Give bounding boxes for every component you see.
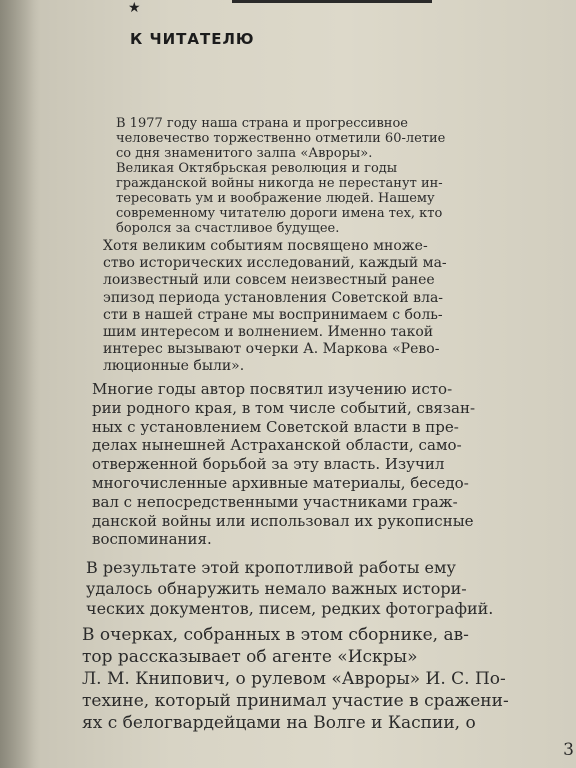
paragraph-2 bbox=[103, 238, 447, 376]
text-line: рии родного края, в том числе событий, связан- bbox=[92, 398, 476, 417]
text-line: ство исторических исследований, каждый ма- bbox=[103, 255, 447, 272]
paragraph-4 bbox=[86, 558, 493, 620]
text-line: лоизвестный или совсем неизвестный ранее bbox=[103, 272, 435, 289]
text-line: тересовать ум и воображение людей. Нашему bbox=[116, 191, 435, 206]
text-line: воспоминания. bbox=[92, 530, 212, 549]
paragraph-1 bbox=[116, 116, 445, 236]
text-line: ях с белогвардейцами на Волге и Каспии, о bbox=[82, 713, 476, 733]
page-gutter-shadow bbox=[0, 0, 40, 768]
page-number: 3 bbox=[563, 740, 574, 760]
text-line: Великая Октябрьская революция и годы bbox=[116, 161, 398, 176]
text-line: современному читателю дороги имена тех, кто bbox=[116, 206, 443, 221]
text-line: гражданской войны никогда не перестанут ин- bbox=[116, 176, 443, 191]
star-icon: ★ bbox=[128, 0, 141, 16]
text-line: многочисленные архивные материалы, беседо- bbox=[92, 473, 469, 492]
paragraph-3 bbox=[92, 380, 475, 549]
text-line: В 1977 году наша страна и прогрессивное bbox=[116, 116, 408, 131]
text-line: В результате этой кропотливой работы ему bbox=[86, 558, 456, 577]
text-line: отверженной борьбой за эту власть. Изучил bbox=[92, 455, 445, 474]
text-line: со дня знаменитого залпа «Авроры». bbox=[116, 146, 373, 161]
text-line: удалось обнаружить немало важных истори- bbox=[86, 578, 467, 598]
text-line: Хотя великим событиям посвящено множе- bbox=[103, 238, 428, 254]
text-line: интерес вызывают очерки А. Маркова «Рево- bbox=[103, 341, 440, 358]
text-line: тор рассказывает об агенте «Искры» bbox=[82, 647, 418, 667]
paragraph-5 bbox=[82, 624, 509, 734]
text-line: шим интересом и волнением. Именно такой bbox=[103, 324, 434, 341]
text-line: данской войны или использовал их рукописные bbox=[92, 511, 474, 530]
text-line: Многие годы автор посвятил изучению исто- bbox=[92, 380, 453, 398]
text-line: техине, который принимал участие в сражени- bbox=[82, 691, 509, 711]
text-line: люционные были». bbox=[103, 358, 245, 375]
text-line: сти в нашей стране мы воспринимаем с боль- bbox=[103, 306, 443, 323]
text-line: делах нынешней Астраханской области, само- bbox=[92, 436, 462, 455]
text-line: эпизод периода установления Советской вла- bbox=[103, 289, 444, 306]
text-line: человечество торжественно отметили 60-летие bbox=[116, 131, 446, 146]
text-line: вал с непосредственными участниками граж- bbox=[92, 492, 458, 511]
text-line: Л. М. Книпович, о рулевом «Авроры» И. С. По- bbox=[82, 669, 506, 689]
top-rule bbox=[232, 0, 432, 3]
text-line: боролся за счастливое будущее. bbox=[116, 221, 340, 236]
page-title: К ЧИТАТЕЛЮ bbox=[130, 30, 255, 48]
text-line: В очерках, собранных в этом сборнике, ав- bbox=[82, 625, 469, 645]
text-line: ческих документов, писем, редких фотографий. bbox=[86, 599, 494, 618]
text-line: ных с установлением Советской власти в пре- bbox=[92, 417, 459, 436]
